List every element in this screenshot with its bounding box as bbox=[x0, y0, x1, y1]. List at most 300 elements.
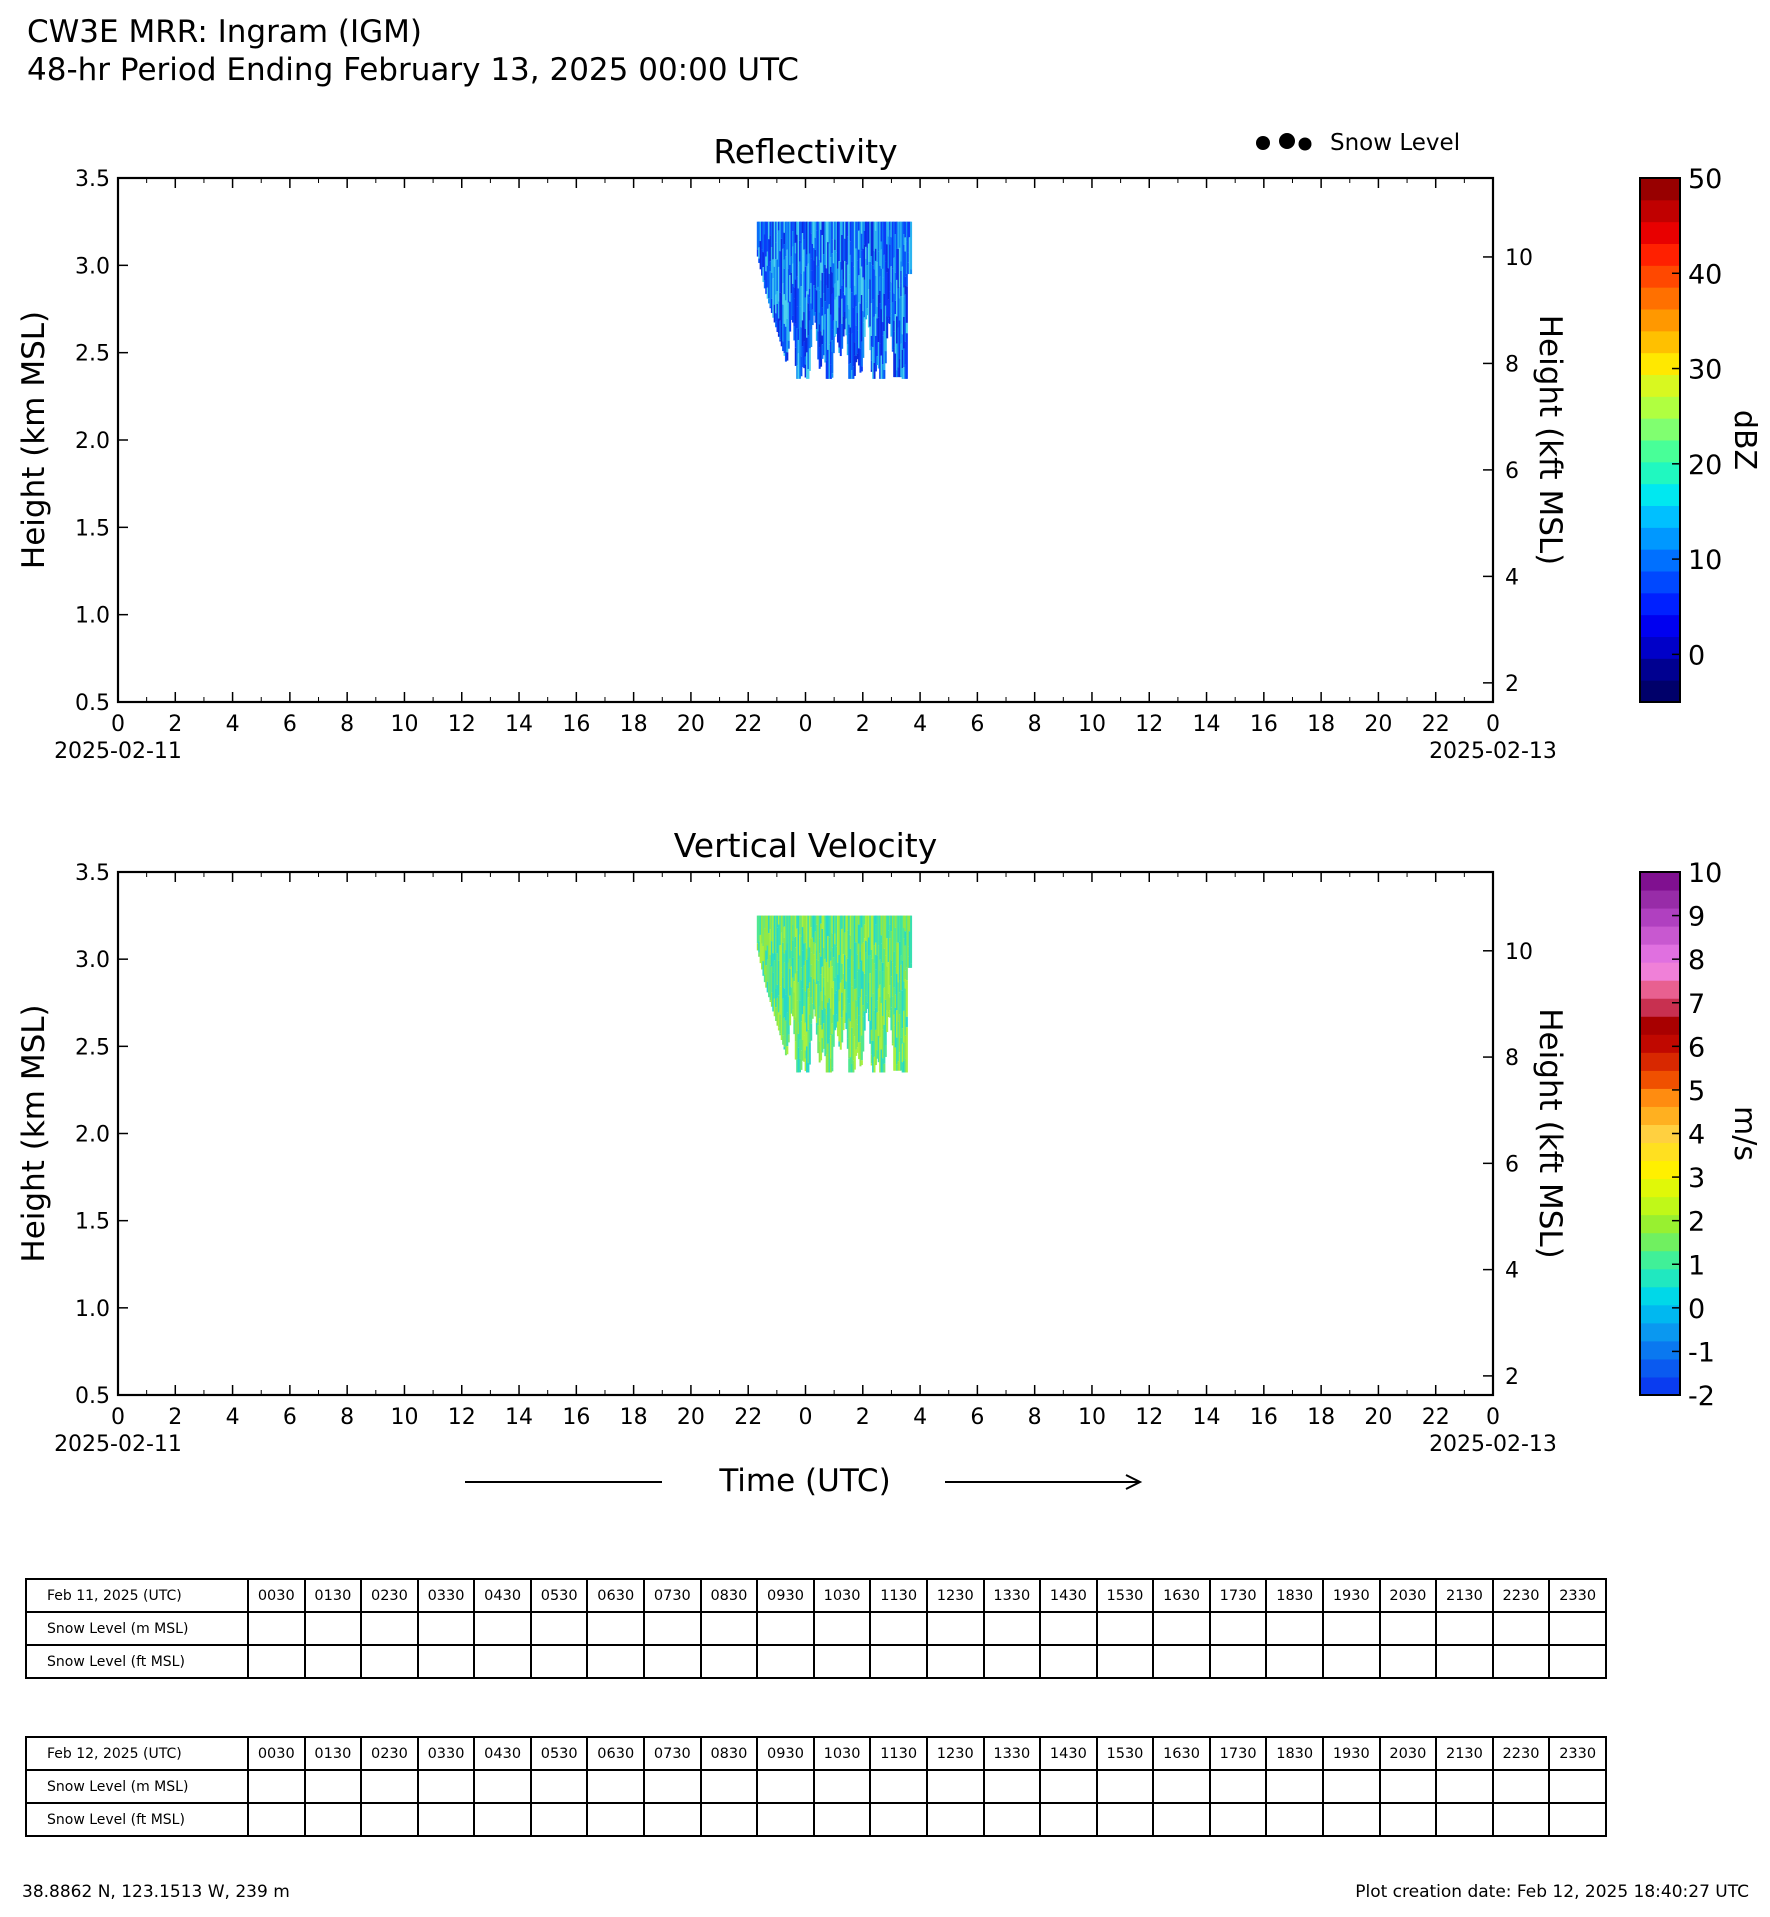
table-row bbox=[26, 1803, 1606, 1836]
table-time-cell: 1530 bbox=[1097, 1579, 1154, 1612]
colorbar-segment bbox=[1640, 484, 1680, 506]
table-value-cell bbox=[701, 1645, 758, 1678]
x-tick-label: 20 bbox=[1364, 1405, 1393, 1430]
colorbar-segment bbox=[1640, 353, 1680, 375]
table-value-cell bbox=[361, 1612, 418, 1645]
table-value-cell bbox=[927, 1803, 984, 1836]
data-cell bbox=[831, 373, 833, 378]
data-cell bbox=[788, 1035, 790, 1043]
y-tick-label: 1.0 bbox=[75, 603, 110, 629]
data-cell bbox=[910, 222, 912, 270]
y-tick-label: 0.5 bbox=[75, 691, 110, 716]
figure-subtitle: 48-hr Period Ending February 13, 2025 00:00 UTC bbox=[27, 52, 799, 88]
table-value-cell bbox=[701, 1612, 758, 1645]
colorbar-segment bbox=[1640, 1323, 1680, 1342]
table-value-cell bbox=[1493, 1803, 1550, 1836]
colorbar-segment bbox=[1640, 265, 1680, 287]
table-value-cell bbox=[1040, 1645, 1097, 1678]
snow-level-table-feb11 bbox=[25, 1578, 1607, 1679]
y2-tick-label: 6 bbox=[1505, 458, 1519, 484]
data-cell bbox=[883, 1064, 885, 1073]
table-value-cell bbox=[1493, 1645, 1550, 1678]
data-cell bbox=[809, 348, 811, 371]
table-time-cell: 0030 bbox=[248, 1737, 305, 1770]
x-tick-label: 6 bbox=[970, 712, 985, 737]
table-time-cell: 0530 bbox=[531, 1579, 588, 1612]
table-value-cell bbox=[1210, 1645, 1267, 1678]
table-date-label: Feb 11, 2025 (UTC) bbox=[26, 1579, 248, 1612]
table-value-cell bbox=[531, 1612, 588, 1645]
table-value-cell bbox=[1097, 1612, 1154, 1645]
x-tick-label: 18 bbox=[619, 1405, 648, 1430]
colorbar-segment bbox=[1640, 418, 1680, 440]
data-cell bbox=[864, 317, 866, 337]
snow-level-legend bbox=[1256, 130, 1460, 156]
colorbar-segment bbox=[1640, 440, 1680, 462]
colorbar-segment bbox=[1640, 1088, 1680, 1107]
table-time-cell: 1830 bbox=[1266, 1579, 1323, 1612]
table-time-cell: 0230 bbox=[361, 1737, 418, 1770]
x-tick-label: 16 bbox=[562, 712, 591, 737]
colorbar-segment bbox=[1640, 396, 1680, 418]
table-value-cell bbox=[644, 1770, 701, 1803]
table-time-cell: 1630 bbox=[1153, 1579, 1210, 1612]
table-value-cell bbox=[1436, 1803, 1493, 1836]
colorbar-segment bbox=[1640, 998, 1680, 1017]
table-time-cell: 1430 bbox=[1040, 1579, 1097, 1612]
table-value-cell bbox=[984, 1803, 1041, 1836]
colorbar-tick-label: 30 bbox=[1688, 354, 1723, 386]
y2-tick-label: 6 bbox=[1505, 1152, 1519, 1178]
table-value-cell bbox=[305, 1803, 362, 1836]
table-value-cell bbox=[1493, 1770, 1550, 1803]
table-value-cell bbox=[587, 1645, 644, 1678]
reflectivity-panel bbox=[16, 132, 1762, 764]
table-value-cell bbox=[1323, 1803, 1380, 1836]
data-cell bbox=[906, 968, 908, 980]
table-time-cell: 1030 bbox=[814, 1579, 871, 1612]
y2-tick-label: 4 bbox=[1505, 565, 1519, 591]
table-value-cell bbox=[418, 1803, 475, 1836]
data-cell bbox=[883, 370, 885, 379]
y-tick-label: 1.0 bbox=[75, 1296, 110, 1322]
table-time-cell: 1330 bbox=[984, 1737, 1041, 1770]
x-tick-label: 4 bbox=[913, 712, 928, 737]
table-row-label: Snow Level (ft MSL) bbox=[26, 1645, 248, 1678]
x-tick-label: 14 bbox=[1192, 1405, 1221, 1430]
y-tick-label: 2.0 bbox=[75, 429, 110, 454]
data-cell bbox=[906, 323, 908, 333]
data-cell bbox=[788, 341, 790, 349]
table-row-label: Snow Level (m MSL) bbox=[26, 1770, 248, 1803]
table-time-cell: 2230 bbox=[1493, 1737, 1550, 1770]
table-value-cell bbox=[644, 1645, 701, 1678]
colorbar-label: m/s bbox=[1727, 1106, 1762, 1161]
table-value-cell bbox=[927, 1645, 984, 1678]
y-tick-label: 3.0 bbox=[75, 254, 110, 280]
table-value-cell bbox=[870, 1803, 927, 1836]
data-cell bbox=[810, 1024, 812, 1041]
colorbar-segment bbox=[1640, 1197, 1680, 1216]
table-value-cell bbox=[814, 1612, 871, 1645]
table-time-cell: 1830 bbox=[1266, 1737, 1323, 1770]
colorbar-segment bbox=[1640, 200, 1680, 222]
table-time-cell: 1930 bbox=[1323, 1737, 1380, 1770]
x-tick-label: 12 bbox=[1135, 1405, 1164, 1430]
x-tick-label: 18 bbox=[1307, 712, 1336, 737]
y2-axis-label: Height (kft MSL) bbox=[1532, 1008, 1568, 1259]
table-value-cell bbox=[757, 1770, 814, 1803]
table-value-cell bbox=[757, 1803, 814, 1836]
table-time-cell: 2330 bbox=[1549, 1579, 1606, 1612]
x-tick-label: 2 bbox=[168, 712, 183, 737]
x-tick-label: 16 bbox=[562, 1405, 591, 1430]
table-value-cell bbox=[305, 1645, 362, 1678]
x-tick-label: 2 bbox=[855, 1405, 870, 1430]
table-time-cell: 0130 bbox=[305, 1737, 362, 1770]
table-value-cell bbox=[418, 1770, 475, 1803]
x-tick-label: 22 bbox=[1421, 1405, 1450, 1430]
x-tick-label: 18 bbox=[619, 712, 648, 737]
table-value-cell bbox=[248, 1803, 305, 1836]
table-value-cell bbox=[248, 1770, 305, 1803]
figure-title: CW3E MRR: Ingram (IGM) bbox=[27, 14, 422, 50]
x-tick-label: 12 bbox=[1135, 712, 1164, 737]
table-value-cell bbox=[361, 1803, 418, 1836]
x-tick-label: 22 bbox=[734, 1405, 763, 1430]
table-value-cell bbox=[1436, 1645, 1493, 1678]
colorbar-segment bbox=[1640, 375, 1680, 397]
x-tick-label: 16 bbox=[1249, 712, 1278, 737]
colorbar-segment bbox=[1640, 1161, 1680, 1180]
table-value-cell bbox=[474, 1645, 531, 1678]
x-tick-label: 14 bbox=[505, 712, 534, 737]
snow-level-marker bbox=[1256, 136, 1270, 150]
y-axis-label: Height (km MSL) bbox=[16, 310, 52, 570]
table-value-cell bbox=[1380, 1612, 1437, 1645]
table-value-cell bbox=[587, 1770, 644, 1803]
table-value-cell bbox=[701, 1770, 758, 1803]
x-tick-label: 8 bbox=[1027, 1405, 1042, 1430]
x-tick-label: 0 bbox=[798, 1405, 813, 1430]
snow-level-marker bbox=[1299, 138, 1312, 151]
table-value-cell bbox=[305, 1770, 362, 1803]
table-time-cell: 0930 bbox=[757, 1737, 814, 1770]
table-time-cell: 1030 bbox=[814, 1737, 871, 1770]
table-value-cell bbox=[1323, 1770, 1380, 1803]
table-value-cell bbox=[1436, 1612, 1493, 1645]
x-tick-label: 20 bbox=[1364, 712, 1393, 737]
colorbar-segment bbox=[1640, 1034, 1680, 1053]
x-tick-label: 6 bbox=[282, 1405, 297, 1430]
data-cell bbox=[834, 336, 836, 337]
colorbar-segment bbox=[1640, 222, 1680, 244]
x-tick-label: 16 bbox=[1249, 1405, 1278, 1430]
table-value-cell bbox=[1040, 1803, 1097, 1836]
x-tick-label: 10 bbox=[390, 1405, 419, 1430]
data-cell bbox=[885, 351, 887, 363]
data-cell bbox=[810, 330, 812, 347]
y-axis-label: Height (km MSL) bbox=[16, 1004, 52, 1263]
table-row bbox=[26, 1612, 1606, 1645]
data-cell bbox=[885, 1045, 887, 1057]
data-cell bbox=[906, 980, 908, 1017]
colorbar-segment bbox=[1640, 890, 1680, 909]
table-value-cell bbox=[474, 1803, 531, 1836]
x-tick-label: 22 bbox=[734, 712, 763, 737]
y2-tick-label: 4 bbox=[1505, 1258, 1519, 1284]
colorbar-tick-label: 6 bbox=[1688, 1032, 1706, 1064]
table-time-cell: 0130 bbox=[305, 1579, 362, 1612]
table-time-cell: 0330 bbox=[418, 1737, 475, 1770]
data-field bbox=[757, 222, 912, 379]
table-value-cell bbox=[418, 1645, 475, 1678]
y2-axis-label: Height (kft MSL) bbox=[1532, 314, 1568, 566]
table-time-cell: 1130 bbox=[870, 1579, 927, 1612]
table-value-cell bbox=[1210, 1612, 1267, 1645]
table-value-cell bbox=[1153, 1770, 1210, 1803]
table-value-cell bbox=[1210, 1803, 1267, 1836]
table-time-cell: 0730 bbox=[644, 1737, 701, 1770]
table-time-cell: 0430 bbox=[474, 1737, 531, 1770]
table-time-cell: 0630 bbox=[587, 1579, 644, 1612]
x-tick-label: 4 bbox=[913, 1405, 928, 1430]
table-value-cell bbox=[1436, 1770, 1493, 1803]
x-tick-label: 22 bbox=[1421, 712, 1450, 737]
table-value-cell bbox=[757, 1612, 814, 1645]
colorbar bbox=[1640, 858, 1762, 1412]
table-value-cell bbox=[1323, 1612, 1380, 1645]
x-tick-label: 12 bbox=[447, 1405, 476, 1430]
table-date-label: Feb 12, 2025 (UTC) bbox=[26, 1737, 248, 1770]
colorbar-segment bbox=[1640, 549, 1680, 571]
x-tick-label: 14 bbox=[505, 1405, 534, 1430]
table-value-cell bbox=[1266, 1770, 1323, 1803]
table-value-cell bbox=[587, 1612, 644, 1645]
x-tick-label: 8 bbox=[1027, 712, 1042, 737]
table-row bbox=[26, 1770, 1606, 1803]
snow-level-marker bbox=[1279, 133, 1295, 149]
colorbar-tick-label: 50 bbox=[1688, 164, 1723, 195]
table-value-cell bbox=[984, 1770, 1041, 1803]
colorbar-segment bbox=[1640, 1016, 1680, 1035]
x-tick-label: 0 bbox=[1486, 712, 1500, 737]
colorbar-segment bbox=[1640, 506, 1680, 528]
table-value-cell bbox=[587, 1803, 644, 1836]
table-time-cell: 1530 bbox=[1097, 1737, 1154, 1770]
table-time-cell: 0330 bbox=[418, 1579, 475, 1612]
table-value-cell bbox=[474, 1612, 531, 1645]
colorbar-segment bbox=[1640, 1287, 1680, 1306]
table-value-cell bbox=[1549, 1645, 1606, 1678]
colorbar-segment bbox=[1640, 980, 1680, 999]
x-tick-label: 0 bbox=[798, 712, 813, 737]
table-value-cell bbox=[248, 1612, 305, 1645]
x-tick-label: 10 bbox=[1077, 712, 1106, 737]
x-tick-label: 2 bbox=[855, 712, 870, 737]
colorbar-segment bbox=[1640, 926, 1680, 945]
table-time-cell: 0630 bbox=[587, 1737, 644, 1770]
data-cell bbox=[906, 286, 908, 323]
table-value-cell bbox=[701, 1803, 758, 1836]
snow-level-table-feb12 bbox=[25, 1736, 1607, 1837]
data-field bbox=[757, 916, 912, 1073]
x-date-end: 2025-02-13 bbox=[1429, 739, 1557, 764]
table-value-cell bbox=[1097, 1645, 1154, 1678]
table-value-cell bbox=[870, 1612, 927, 1645]
colorbar-segment bbox=[1640, 462, 1680, 484]
table-time-cell: 0930 bbox=[757, 1579, 814, 1612]
x-tick-label: 10 bbox=[390, 712, 419, 737]
table-value-cell bbox=[1380, 1803, 1437, 1836]
x-date-end: 2025-02-13 bbox=[1429, 1432, 1557, 1457]
table-value-cell bbox=[984, 1645, 1041, 1678]
data-cell bbox=[786, 352, 788, 360]
y2-tick-label: 8 bbox=[1505, 1046, 1519, 1072]
data-cell bbox=[786, 1046, 788, 1054]
table-value-cell bbox=[1266, 1803, 1323, 1836]
panel-title: Vertical Velocity bbox=[673, 826, 938, 865]
panel-title: Reflectivity bbox=[713, 132, 898, 171]
table-row bbox=[26, 1737, 1606, 1770]
vertical-velocity-panel bbox=[16, 826, 1762, 1457]
colorbar-tick-label: 3 bbox=[1688, 1163, 1706, 1195]
x-tick-label: 12 bbox=[447, 712, 476, 737]
x-tick-label: 8 bbox=[340, 712, 355, 737]
table-time-cell: 1730 bbox=[1210, 1737, 1267, 1770]
table-time-cell: 1230 bbox=[927, 1737, 984, 1770]
x-tick-label: 10 bbox=[1077, 1405, 1106, 1430]
table-value-cell bbox=[1097, 1770, 1154, 1803]
table-time-cell: 1930 bbox=[1323, 1579, 1380, 1612]
colorbar-segment bbox=[1640, 872, 1680, 891]
colorbar-tick-label: 7 bbox=[1688, 988, 1706, 1020]
table-value-cell bbox=[1153, 1645, 1210, 1678]
table-value-cell bbox=[1549, 1612, 1606, 1645]
colorbar-segment bbox=[1640, 287, 1680, 309]
x-tick-label: 2 bbox=[168, 1405, 183, 1430]
x-date-start: 2025-02-11 bbox=[54, 1432, 182, 1457]
table-time-cell: 0430 bbox=[474, 1579, 531, 1612]
data-cell bbox=[864, 1011, 866, 1030]
y-tick-label: 2.5 bbox=[75, 1035, 110, 1061]
x-tick-label: 4 bbox=[225, 1405, 240, 1430]
y2-tick-label: 8 bbox=[1505, 352, 1519, 378]
colorbar-segment bbox=[1640, 244, 1680, 266]
table-value-cell bbox=[814, 1803, 871, 1836]
colorbar-segment bbox=[1640, 1106, 1680, 1125]
x-tick-label: 0 bbox=[111, 1405, 125, 1430]
time-xlabel: Time (UTC) bbox=[719, 1463, 891, 1499]
table-value-cell bbox=[1040, 1612, 1097, 1645]
table-time-cell: 2030 bbox=[1380, 1737, 1437, 1770]
colorbar-tick-label: 5 bbox=[1688, 1075, 1706, 1107]
table-value-cell bbox=[1040, 1770, 1097, 1803]
table-time-cell: 0230 bbox=[361, 1579, 418, 1612]
x-tick-label: 14 bbox=[1192, 712, 1221, 737]
data-cell bbox=[861, 366, 863, 371]
x-tick-label: 0 bbox=[111, 712, 125, 737]
x-tick-label: 8 bbox=[340, 1405, 355, 1430]
colorbar-segment bbox=[1640, 615, 1680, 637]
x-tick-label: 0 bbox=[1486, 1405, 1500, 1430]
data-cell bbox=[910, 916, 912, 964]
data-cell bbox=[906, 333, 908, 379]
y2-tick-label: 2 bbox=[1505, 671, 1519, 697]
x-tick-label: 6 bbox=[282, 712, 297, 737]
table-time-cell: 1230 bbox=[927, 1579, 984, 1612]
colorbar-segment bbox=[1640, 309, 1680, 331]
colorbar-label: dBZ bbox=[1727, 409, 1762, 471]
table-value-cell bbox=[757, 1645, 814, 1678]
colorbar-segment bbox=[1640, 1052, 1680, 1071]
table-value-cell bbox=[644, 1612, 701, 1645]
table-value-cell bbox=[1493, 1612, 1550, 1645]
colorbar-tick-label: 0 bbox=[1688, 1293, 1706, 1325]
table-time-cell: 1730 bbox=[1210, 1579, 1267, 1612]
colorbar-tick-label: -1 bbox=[1688, 1337, 1715, 1369]
snow-level-label: Snow Level bbox=[1330, 130, 1461, 156]
colorbar-segment bbox=[1640, 1179, 1680, 1198]
colorbar-tick-label: 8 bbox=[1688, 945, 1706, 977]
table-value-cell bbox=[870, 1645, 927, 1678]
colorbar-tick-label: 10 bbox=[1688, 545, 1723, 577]
table-time-cell: 2230 bbox=[1493, 1579, 1550, 1612]
data-cell bbox=[910, 963, 912, 968]
x-tick-label: 20 bbox=[676, 1405, 705, 1430]
colorbar-segment bbox=[1640, 1233, 1680, 1252]
data-cell bbox=[910, 269, 912, 274]
table-value-cell bbox=[361, 1770, 418, 1803]
colorbar-tick-label: 40 bbox=[1688, 259, 1723, 291]
table-value-cell bbox=[418, 1612, 475, 1645]
table-value-cell bbox=[1153, 1803, 1210, 1836]
table-value-cell bbox=[531, 1770, 588, 1803]
data-cell bbox=[799, 378, 801, 379]
y-tick-label: 1.5 bbox=[75, 1209, 110, 1235]
table-time-cell: 1330 bbox=[984, 1579, 1041, 1612]
y-tick-label: 0.5 bbox=[75, 1384, 110, 1409]
data-cell bbox=[831, 1046, 833, 1067]
data-cell bbox=[831, 1067, 833, 1071]
colorbar-segment bbox=[1640, 178, 1680, 200]
table-time-cell: 2130 bbox=[1436, 1737, 1493, 1770]
table-time-cell: 0030 bbox=[248, 1579, 305, 1612]
y-tick-label: 1.5 bbox=[75, 516, 110, 542]
y-tick-label: 3.5 bbox=[75, 861, 110, 886]
table-time-cell: 2130 bbox=[1436, 1579, 1493, 1612]
table-value-cell bbox=[814, 1770, 871, 1803]
table-value-cell bbox=[1266, 1612, 1323, 1645]
data-cell bbox=[906, 1017, 908, 1027]
table-value-cell bbox=[474, 1770, 531, 1803]
colorbar-segment bbox=[1640, 1359, 1680, 1378]
colorbar-segment bbox=[1640, 571, 1680, 593]
x-tick-label: 18 bbox=[1307, 1405, 1336, 1430]
table-value-cell bbox=[531, 1645, 588, 1678]
colorbar-segment bbox=[1640, 1251, 1680, 1270]
table-value-cell bbox=[305, 1612, 362, 1645]
table-value-cell bbox=[870, 1770, 927, 1803]
table-value-cell bbox=[1549, 1770, 1606, 1803]
colorbar-tick-label: 20 bbox=[1688, 449, 1723, 481]
table-time-cell: 0730 bbox=[644, 1579, 701, 1612]
table-row bbox=[26, 1579, 1606, 1612]
x-tick-label: 6 bbox=[970, 1405, 985, 1430]
data-cell bbox=[831, 352, 833, 373]
colorbar-segment bbox=[1640, 1143, 1680, 1162]
data-cell bbox=[906, 1027, 908, 1072]
